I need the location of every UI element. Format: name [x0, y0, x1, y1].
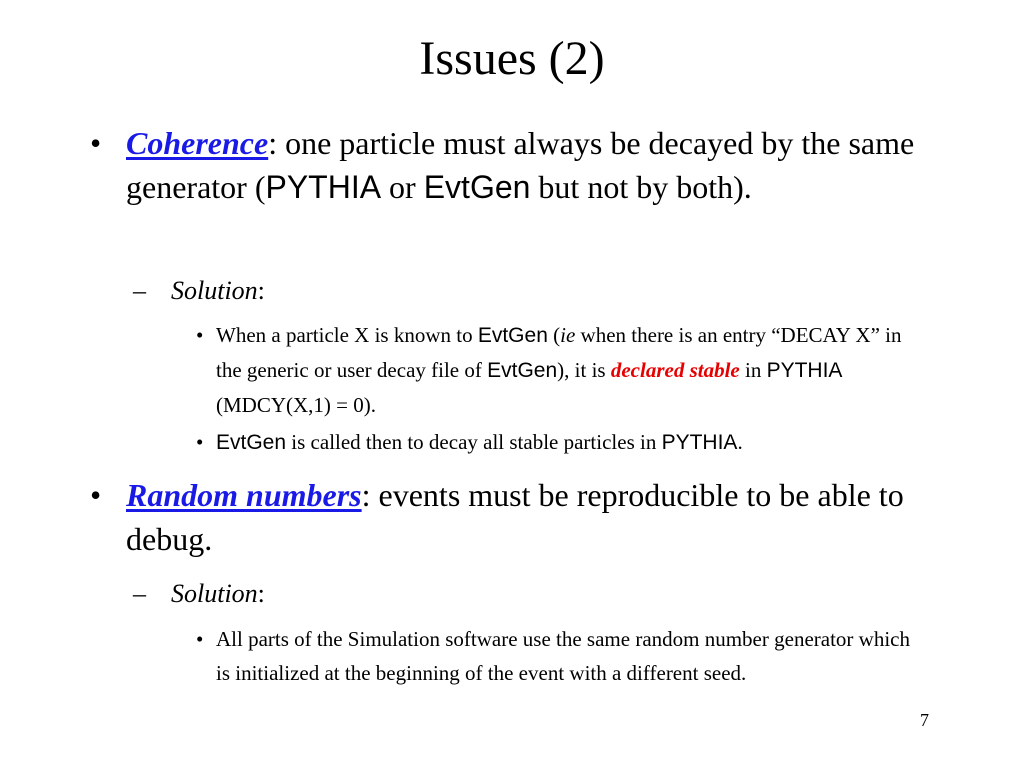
generator-name: EvtGen [487, 359, 558, 382]
generator-name: PYTHIA [766, 359, 843, 382]
bullet-text: . [737, 430, 743, 454]
bullet-text: but not by both). [530, 169, 752, 205]
bullet-dot: • [196, 323, 204, 347]
generator-name: EvtGen [477, 324, 548, 347]
bullet-text: : one particle must always be decayed by the same generator ( [126, 125, 915, 205]
bullet-text: ), it is [557, 358, 611, 382]
keyword-random-numbers: Random numbers [126, 477, 362, 513]
bullet-text: : events must be reproducible to be able to debug. [126, 477, 904, 557]
keyword-coherence: Coherence [126, 125, 269, 161]
dash-marker: – [133, 579, 146, 608]
generator-name: EvtGen [216, 431, 287, 454]
bullet-dot: • [196, 430, 204, 454]
page-number: 7 [920, 710, 929, 730]
bullet-text: (MDCY(X,1) = 0). [216, 393, 376, 417]
sub-bullet-solution [133, 273, 911, 309]
bullet-dot: • [90, 125, 102, 161]
bullet-text: All parts of the Simulation software use the same random number generator which is initialized at the beginning of the event with a different seed. [216, 627, 910, 685]
bullet-dot: • [196, 627, 204, 651]
bullet-coherence [90, 121, 926, 209]
declared-stable-emphasis: declared stable [610, 358, 740, 382]
bullet-text: is called then to decay all stable particles in [286, 430, 662, 454]
sub-sub-bullet [196, 425, 916, 460]
ie-abbreviation: ie [560, 323, 576, 347]
dash-marker: – [133, 276, 146, 305]
solution-colon: : [257, 276, 265, 305]
bullet-text: in [739, 358, 767, 382]
generator-name: PYTHIA [265, 169, 382, 205]
solution-label: Solution [171, 579, 258, 608]
bullet-text: when there is an entry “DECAY X” in the generic or user decay file of [216, 323, 902, 382]
generator-name: EvtGen [423, 169, 531, 205]
bullet-text: When a particle X is known to [216, 323, 478, 347]
bullet-text: ( [547, 323, 561, 347]
bullet-dot: • [90, 477, 102, 513]
sub-sub-bullet [196, 622, 916, 690]
bullet-text: or [381, 169, 424, 205]
sub-bullet-solution [133, 576, 911, 612]
solution-colon: : [257, 579, 265, 608]
bullet-random-numbers [90, 473, 926, 561]
generator-name: PYTHIA [661, 431, 738, 454]
sub-sub-bullet [196, 318, 916, 422]
slide-title: Issues (2) [419, 32, 605, 85]
solution-label: Solution [171, 276, 258, 305]
